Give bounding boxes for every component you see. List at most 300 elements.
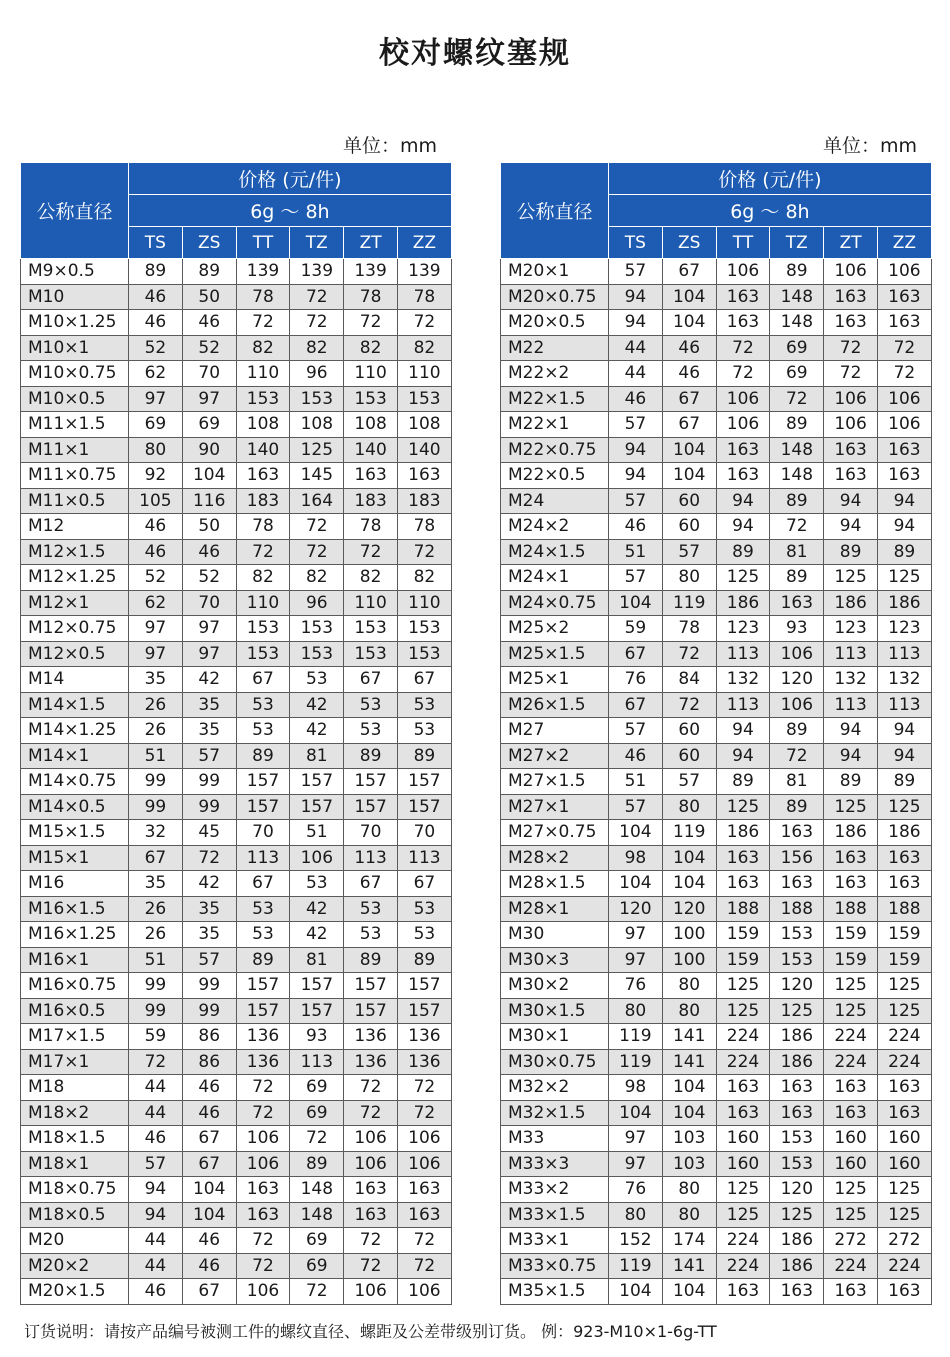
price-cell: 125 [716,1202,770,1228]
thread-size-cell: M27 [501,718,609,744]
table-row [21,616,452,642]
price-cell: 46 [662,361,716,387]
table-row [501,335,932,361]
price-cell: 163 [236,1202,290,1228]
price-cell: 94 [824,514,878,540]
price-cell: 67 [236,871,290,897]
table-row [501,1049,932,1075]
price-cell: 139 [344,259,398,285]
price-cell: 72 [770,743,824,769]
thread-size-cell: M12×1.5 [21,539,129,565]
price-cell: 104 [662,871,716,897]
price-cell: 163 [716,1075,770,1101]
price-cell: 157 [236,769,290,795]
price-cell: 125 [770,998,824,1024]
price-cell: 153 [397,386,451,412]
price-cell: 67 [236,667,290,693]
price-cell: 224 [824,1024,878,1050]
price-cell: 272 [877,1228,931,1254]
price-cell: 153 [236,386,290,412]
price-cell: 157 [236,998,290,1024]
price-cell: 139 [290,259,344,285]
table-row [501,463,932,489]
price-cell: 46 [182,1228,236,1254]
price-cell: 139 [236,259,290,285]
thread-size-cell: M20×1.5 [21,1279,129,1305]
price-cell: 125 [290,437,344,463]
price-cell: 35 [182,692,236,718]
price-cell: 148 [770,310,824,336]
thread-size-cell: M22×1 [501,412,609,438]
thread-size-cell: M30×1.5 [501,998,609,1024]
price-cell: 72 [236,310,290,336]
price-cell: 96 [290,590,344,616]
table-row [501,973,932,999]
thread-size-cell: M14 [21,667,129,693]
price-cell: 94 [824,718,878,744]
price-cell: 70 [397,820,451,846]
price-cell: 72 [182,845,236,871]
thread-size-cell: M16×1.25 [21,922,129,948]
price-cell: 104 [182,1177,236,1203]
price-cell: 157 [236,973,290,999]
price-cell: 67 [662,412,716,438]
price-cell: 72 [290,539,344,565]
price-cell: 42 [290,718,344,744]
price-cell: 46 [609,743,663,769]
price-cell: 89 [236,743,290,769]
price-cell: 140 [236,437,290,463]
price-cell: 35 [129,667,183,693]
price-cell: 140 [397,437,451,463]
price-cell: 94 [609,437,663,463]
price-cell: 57 [609,488,663,514]
thread-size-cell: M12×0.5 [21,641,129,667]
price-cell: 89 [236,947,290,973]
price-cell: 72 [236,1228,290,1254]
table-row [21,1279,452,1305]
price-cell: 113 [824,641,878,667]
thread-size-cell: M25×1.5 [501,641,609,667]
thread-size-cell: M30 [501,922,609,948]
thread-size-cell: M18×0.5 [21,1202,129,1228]
price-cell: 163 [770,871,824,897]
price-cell: 106 [770,641,824,667]
table-row [21,412,452,438]
price-cell: 153 [236,641,290,667]
price-cell: 46 [129,1126,183,1152]
price-cell: 224 [716,1253,770,1279]
price-cell: 106 [824,259,878,285]
header-tolerance: 6g ～ 8h [609,195,932,227]
thread-size-cell: M33 [501,1126,609,1152]
price-cell: 123 [877,616,931,642]
price-cell: 94 [716,488,770,514]
thread-size-cell: M26×1.5 [501,692,609,718]
price-cell: 104 [609,590,663,616]
table-row [501,437,932,463]
price-cell: 106 [877,259,931,285]
thread-size-cell: M20×0.5 [501,310,609,336]
unit-label-right: 单位：mm [822,135,917,157]
thread-size-cell: M32×2 [501,1075,609,1101]
table-row [501,1151,932,1177]
table-row [501,947,932,973]
price-cell: 174 [662,1228,716,1254]
price-cell: 86 [182,1024,236,1050]
price-cell: 148 [770,284,824,310]
price-cell: 60 [662,718,716,744]
thread-size-cell: M33×1.5 [501,1202,609,1228]
price-cell: 163 [716,1100,770,1126]
table-row [501,1075,932,1101]
price-cell: 160 [877,1126,931,1152]
table-row [21,641,452,667]
thread-size-cell: M14×0.5 [21,794,129,820]
price-cell: 70 [182,590,236,616]
thread-size-cell: M15×1 [21,845,129,871]
price-cell: 104 [609,820,663,846]
price-cell: 153 [397,616,451,642]
thread-size-cell: M33×1 [501,1228,609,1254]
price-cell: 69 [770,361,824,387]
price-cell: 163 [716,871,770,897]
price-cell: 108 [397,412,451,438]
price-cell: 35 [182,896,236,922]
price-cell: 163 [877,1279,931,1305]
table-row [501,284,932,310]
price-cell: 59 [129,1024,183,1050]
thread-size-cell: M22 [501,335,609,361]
thread-size-cell: M20×2 [21,1253,129,1279]
price-cell: 72 [290,514,344,540]
price-cell: 97 [609,1126,663,1152]
price-cell: 53 [236,718,290,744]
price-cell: 153 [290,616,344,642]
price-cell: 99 [182,769,236,795]
price-cell: 44 [129,1075,183,1101]
price-cell: 35 [182,922,236,948]
table-row [21,1049,452,1075]
page-title: 校对螺纹塞规 [379,36,571,71]
table-row [21,1253,452,1279]
price-cell: 136 [397,1024,451,1050]
table-row [501,1202,932,1228]
price-cell: 163 [770,1075,824,1101]
price-cell: 141 [662,1253,716,1279]
price-cell: 163 [397,1202,451,1228]
price-cell: 78 [236,514,290,540]
table-row [501,896,932,922]
price-cell: 104 [662,845,716,871]
price-cell: 104 [662,310,716,336]
price-cell: 72 [770,514,824,540]
price-cell: 163 [344,463,398,489]
price-cell: 72 [236,1075,290,1101]
price-cell: 159 [877,922,931,948]
price-cell: 108 [236,412,290,438]
price-cell: 106 [770,692,824,718]
price-cell: 72 [662,641,716,667]
price-cell: 116 [182,488,236,514]
price-cell: 53 [344,718,398,744]
price-cell: 89 [397,743,451,769]
table-row [21,667,452,693]
price-cell: 106 [877,412,931,438]
thread-size-cell: M11×1.5 [21,412,129,438]
thread-size-cell: M10×0.75 [21,361,129,387]
price-cell: 89 [770,794,824,820]
price-cell: 224 [877,1024,931,1050]
price-cell: 125 [877,1177,931,1203]
price-cell: 46 [129,1279,183,1305]
price-cell: 224 [716,1228,770,1254]
price-cell: 86 [182,1049,236,1075]
price-cell: 78 [397,514,451,540]
price-table-right [500,162,932,1305]
price-cell: 163 [770,1100,824,1126]
price-cell: 51 [609,769,663,795]
table-row [21,488,452,514]
thread-size-cell: M12×0.75 [21,616,129,642]
price-cell: 57 [609,794,663,820]
table-body-right [501,259,932,1305]
thread-size-cell: M20×1 [501,259,609,285]
price-cell: 53 [290,871,344,897]
price-cell: 157 [290,998,344,1024]
price-cell: 42 [290,896,344,922]
table-row [21,1024,452,1050]
price-cell: 46 [129,284,183,310]
price-cell: 163 [824,871,878,897]
table-row [21,335,452,361]
price-cell: 183 [397,488,451,514]
table-row [21,361,452,387]
price-cell: 53 [236,922,290,948]
price-cell: 72 [716,361,770,387]
price-cell: 105 [129,488,183,514]
thread-size-cell: M18 [21,1075,129,1101]
price-cell: 163 [716,463,770,489]
price-cell: 186 [770,1024,824,1050]
price-cell: 51 [129,947,183,973]
price-cell: 113 [824,692,878,718]
price-cell: 106 [236,1126,290,1152]
thread-size-cell: M9×0.5 [21,259,129,285]
price-cell: 94 [609,463,663,489]
thread-size-cell: M11×1 [21,437,129,463]
thread-size-cell: M28×2 [501,845,609,871]
table-row [21,896,452,922]
price-cell: 106 [716,259,770,285]
price-cell: 53 [397,692,451,718]
price-cell: 157 [344,973,398,999]
price-cell: 153 [344,641,398,667]
price-cell: 72 [397,1228,451,1254]
price-cell: 46 [662,335,716,361]
price-cell: 42 [290,692,344,718]
price-cell: 153 [236,616,290,642]
price-cell: 136 [397,1049,451,1075]
thread-size-cell: M11×0.5 [21,488,129,514]
price-cell: 103 [662,1151,716,1177]
column-header-tt: TT [716,227,770,259]
price-cell: 159 [716,947,770,973]
price-cell: 152 [609,1228,663,1254]
thread-size-cell: M14×1.5 [21,692,129,718]
price-cell: 125 [716,998,770,1024]
price-cell: 51 [290,820,344,846]
price-cell: 89 [344,947,398,973]
price-cell: 99 [129,769,183,795]
price-cell: 120 [770,973,824,999]
thread-size-cell: M14×1.25 [21,718,129,744]
thread-size-cell: M27×0.75 [501,820,609,846]
price-cell: 163 [344,1202,398,1228]
price-cell: 80 [129,437,183,463]
price-cell: 163 [877,463,931,489]
price-cell: 81 [290,947,344,973]
price-cell: 157 [397,769,451,795]
price-cell: 106 [236,1151,290,1177]
price-cell: 82 [290,565,344,591]
price-cell: 82 [344,565,398,591]
price-cell: 82 [290,335,344,361]
price-cell: 72 [716,335,770,361]
price-cell: 67 [662,259,716,285]
price-cell: 97 [182,641,236,667]
price-cell: 163 [824,437,878,463]
thread-size-cell: M30×0.75 [501,1049,609,1075]
column-header-tt: TT [236,227,290,259]
price-cell: 67 [609,641,663,667]
price-cell: 186 [716,820,770,846]
price-cell: 97 [182,616,236,642]
price-cell: 94 [609,284,663,310]
price-cell: 104 [662,463,716,489]
price-cell: 46 [182,1253,236,1279]
table-row [501,769,932,795]
thread-size-cell: M22×0.5 [501,463,609,489]
table-row [501,616,932,642]
header-nominal-diameter: 公称直径 [501,163,609,259]
price-cell: 108 [344,412,398,438]
price-cell: 125 [877,565,931,591]
price-cell: 159 [824,947,878,973]
price-cell: 97 [129,616,183,642]
thread-size-cell: M25×2 [501,616,609,642]
price-cell: 52 [182,565,236,591]
thread-size-cell: M24 [501,488,609,514]
unit-label-left: 单位：mm [342,135,437,157]
price-cell: 72 [236,539,290,565]
price-cell: 120 [770,1177,824,1203]
price-cell: 186 [824,590,878,616]
price-cell: 123 [824,616,878,642]
price-cell: 163 [824,1279,878,1305]
price-cell: 186 [770,1253,824,1279]
price-cell: 119 [609,1049,663,1075]
price-cell: 113 [716,641,770,667]
price-cell: 45 [182,820,236,846]
price-cell: 53 [290,667,344,693]
price-cell: 72 [397,539,451,565]
price-cell: 125 [716,565,770,591]
price-cell: 163 [397,463,451,489]
price-cell: 57 [662,769,716,795]
price-cell: 53 [397,896,451,922]
price-cell: 153 [290,641,344,667]
price-cell: 153 [290,386,344,412]
price-cell: 44 [129,1228,183,1254]
price-cell: 106 [236,1279,290,1305]
price-cell: 89 [824,769,878,795]
price-cell: 44 [129,1100,183,1126]
price-cell: 90 [182,437,236,463]
table-row [21,1228,452,1254]
price-cell: 98 [609,1075,663,1101]
price-cell: 163 [344,1177,398,1203]
price-cell: 160 [877,1151,931,1177]
price-cell: 104 [609,871,663,897]
table-row [21,590,452,616]
price-cell: 67 [182,1151,236,1177]
table-row [501,641,932,667]
thread-size-cell: M18×1 [21,1151,129,1177]
price-cell: 94 [824,743,878,769]
table-row [501,922,932,948]
price-cell: 89 [770,565,824,591]
price-cell: 99 [182,794,236,820]
table-row [21,437,452,463]
thread-size-cell: M25×1 [501,667,609,693]
table-row [21,1202,452,1228]
price-cell: 113 [877,692,931,718]
price-cell: 120 [662,896,716,922]
price-cell: 72 [824,361,878,387]
table-row [501,820,932,846]
price-cell: 104 [609,1279,663,1305]
thread-size-cell: M22×1.5 [501,386,609,412]
price-cell: 93 [770,616,824,642]
price-cell: 272 [824,1228,878,1254]
price-cell: 97 [609,922,663,948]
price-cell: 26 [129,692,183,718]
price-cell: 80 [662,973,716,999]
price-cell: 113 [344,845,398,871]
price-cell: 97 [129,641,183,667]
price-cell: 163 [824,1100,878,1126]
table-row [21,514,452,540]
table-row [501,743,932,769]
price-cell: 67 [182,1279,236,1305]
table-row [21,692,452,718]
price-cell: 78 [344,514,398,540]
table-row [21,539,452,565]
price-cell: 62 [129,361,183,387]
thread-size-cell: M35×1.5 [501,1279,609,1305]
price-cell: 51 [129,743,183,769]
thread-size-cell: M12×1 [21,590,129,616]
price-cell: 69 [290,1075,344,1101]
price-table-left [20,162,452,1305]
price-cell: 72 [344,310,398,336]
price-cell: 69 [290,1253,344,1279]
thread-size-cell: M30×3 [501,947,609,973]
price-cell: 159 [824,922,878,948]
price-cell: 125 [877,1202,931,1228]
price-cell: 148 [290,1202,344,1228]
